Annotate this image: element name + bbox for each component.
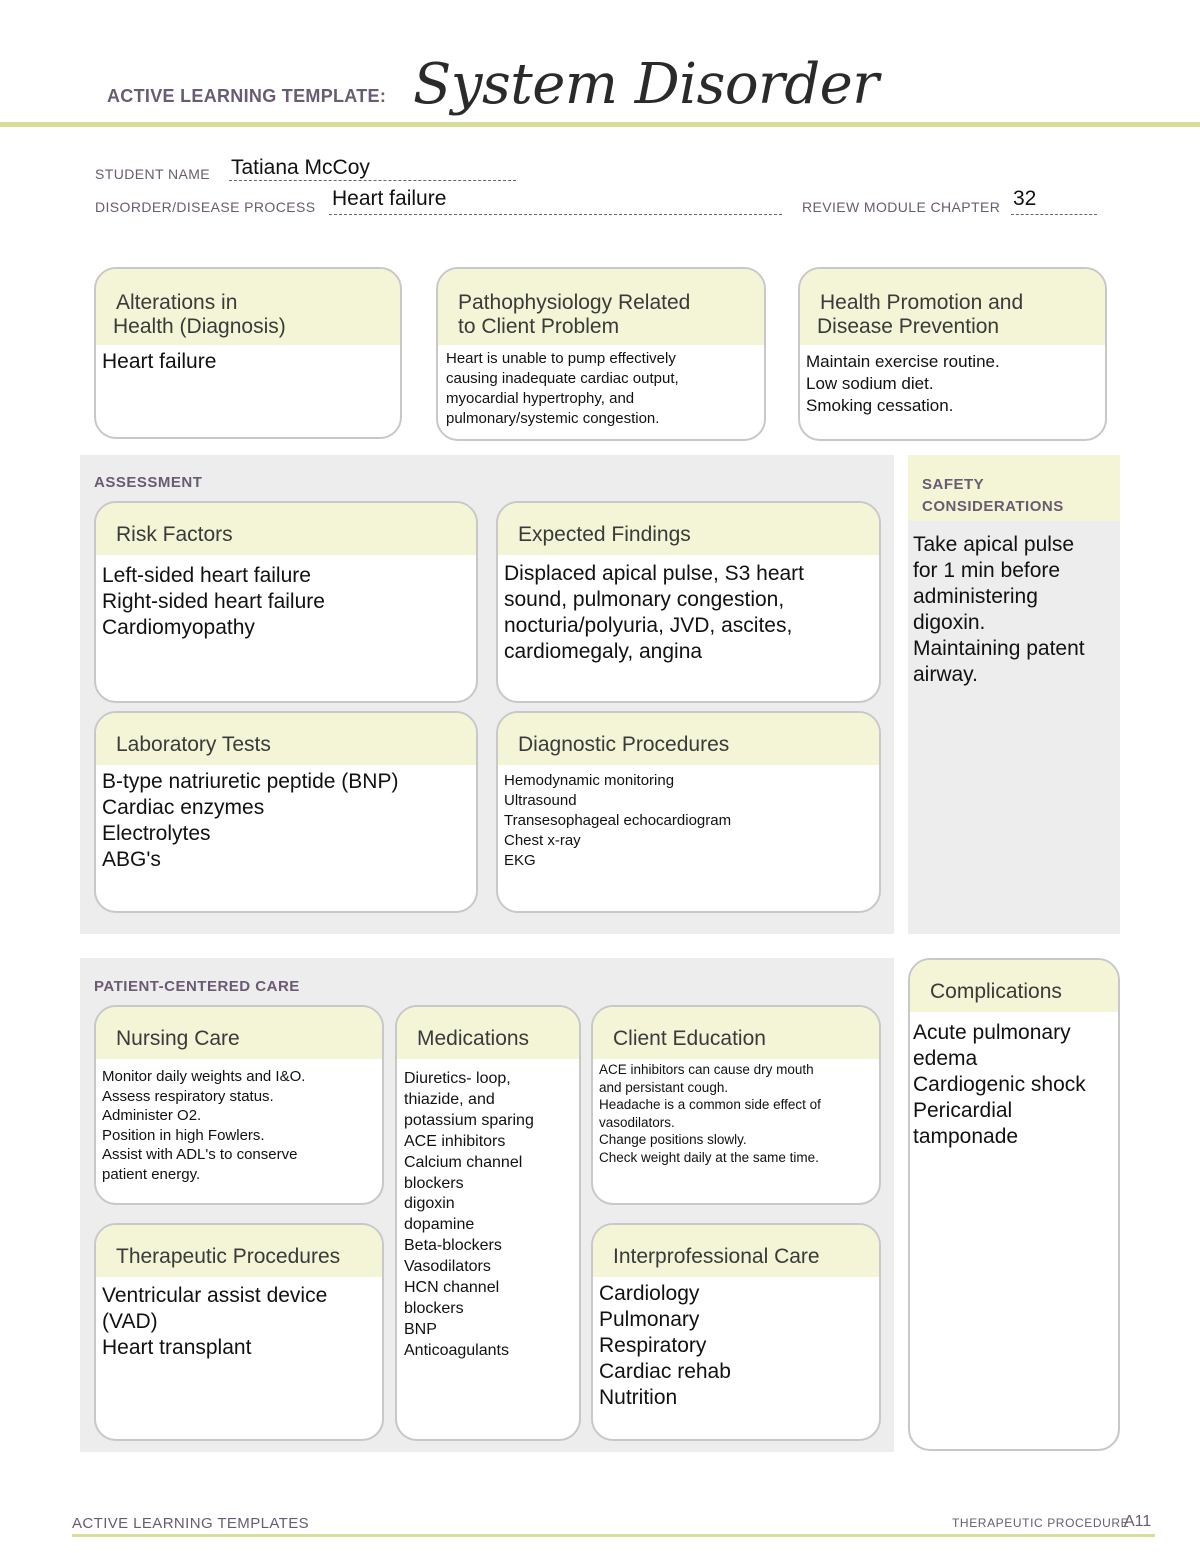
- risk-factor-item: Cardiomyopathy: [102, 616, 255, 639]
- footer-right-label: THERAPEUTIC PROCEDURE: [952, 1516, 1130, 1530]
- pathophysiology-title-line1: Pathophysiology Related: [458, 291, 691, 314]
- disorder-label: DISORDER/DISEASE PROCESS: [95, 199, 316, 215]
- medication-item: Anticoagulants: [404, 1341, 509, 1359]
- expected-findings-body: [498, 555, 879, 669]
- medication-item: Diuretics- loop,: [404, 1070, 511, 1087]
- nursing-care-body: [96, 1059, 382, 1188]
- diagnostic-item: Chest x-ray: [504, 832, 581, 849]
- nursing-care-item: patient energy.: [102, 1165, 201, 1183]
- medications-box: [395, 1005, 581, 1441]
- interprofessional-care-body: [593, 1277, 879, 1415]
- footer-left-label: ACTIVE LEARNING TEMPLATES: [72, 1515, 309, 1532]
- complications-header: Complications: [910, 960, 1118, 1012]
- pathophysiology-line: myocardial hypertrophy, and: [446, 390, 635, 407]
- risk-factor-item: Left-sided heart failure: [102, 564, 311, 587]
- therapeutic-item: Ventricular assist device: [102, 1284, 328, 1307]
- medication-item: potassium sparing: [404, 1111, 534, 1129]
- risk-factor-item: Right-sided heart failure: [102, 590, 325, 613]
- disorder-field[interactable]: [329, 187, 782, 215]
- diagnostic-procedures-box: [496, 711, 881, 913]
- nursing-care-header: Nursing Care: [96, 1007, 382, 1059]
- nursing-care-item: Administer O2.: [102, 1107, 202, 1124]
- interprofessional-item: Nutrition: [599, 1386, 678, 1409]
- page-number: A11: [1124, 1513, 1152, 1530]
- medication-item: blockers: [404, 1174, 464, 1192]
- laboratory-tests-box: [94, 711, 478, 913]
- complication-item: Cardiogenic shock: [913, 1073, 1086, 1096]
- assessment-label: ASSESSMENT: [94, 474, 203, 491]
- header-divider: [0, 122, 1200, 127]
- nursing-care-item: Position in high Fowlers.: [102, 1126, 265, 1144]
- health-promotion-line: Smoking cessation.: [806, 396, 954, 415]
- medications-header: Medications: [397, 1007, 579, 1059]
- therapeutic-procedures-body: [96, 1277, 382, 1365]
- pathophysiology-header: [438, 269, 764, 345]
- medication-item: blockers: [404, 1299, 464, 1317]
- safety-item: for 1 min before: [913, 559, 1061, 582]
- client-education-item: ACE inhibitors can cause dry mouth: [599, 1062, 814, 1077]
- health-promotion-box: [798, 267, 1107, 441]
- safety-item: Take apical pulse: [913, 533, 1075, 556]
- expected-findings-header: Expected Findings: [498, 503, 879, 555]
- expected-findings-box: [496, 501, 881, 703]
- nursing-care-box: [94, 1005, 384, 1205]
- pathophysiology-title-line2: to Client Problem: [458, 315, 620, 338]
- client-education-item: Change positions slowly.: [599, 1132, 747, 1147]
- pathophysiology-box: [436, 267, 766, 441]
- safety-label-line2: CONSIDERATIONS: [922, 498, 1064, 515]
- client-education-body: [593, 1059, 879, 1170]
- safety-item: digoxin.: [913, 611, 986, 634]
- chapter-field[interactable]: [1011, 187, 1097, 215]
- complication-item: edema: [913, 1047, 978, 1070]
- diagnostic-item: Ultrasound: [504, 792, 577, 809]
- risk-factors-box: [94, 501, 478, 703]
- client-education-item: Check weight daily at the same time.: [599, 1149, 819, 1165]
- complications-body: [910, 1012, 1118, 1154]
- health-promotion-header: [800, 269, 1105, 345]
- expected-finding-item: sound, pulmonary congestion,: [504, 588, 785, 611]
- nursing-care-item: Monitor daily weights and I&O.: [102, 1068, 306, 1085]
- client-education-item: vasodilators.: [599, 1114, 675, 1130]
- diagnostic-procedures-body: [498, 765, 879, 875]
- laboratory-tests-header: Laboratory Tests: [96, 713, 476, 765]
- diagnostic-item: Transesophageal echocardiogram: [504, 812, 732, 829]
- complication-item: tamponade: [913, 1125, 1019, 1148]
- client-education-box: [591, 1005, 881, 1205]
- safety-item: airway.: [913, 663, 978, 686]
- diagnostic-procedures-header: Diagnostic Procedures: [498, 713, 879, 765]
- diagnostic-item: Hemodynamic monitoring: [504, 772, 675, 789]
- medication-item: digoxin: [404, 1195, 455, 1213]
- alterations-header: [96, 269, 400, 345]
- interprofessional-care-header: Interprofessional Care: [593, 1225, 879, 1277]
- alterations-title-line2: Health (Diagnosis): [113, 315, 286, 338]
- alterations-box: [94, 267, 402, 439]
- pathophysiology-line: Heart is unable to pump effectively: [446, 350, 676, 367]
- interprofessional-item: Cardiology: [599, 1282, 700, 1305]
- interprofessional-care-box: [591, 1223, 881, 1441]
- lab-test-item: Cardiac enzymes: [102, 796, 265, 819]
- pathophysiology-line: pulmonary/systemic congestion.: [446, 410, 660, 427]
- interprofessional-item: Cardiac rehab: [599, 1360, 731, 1383]
- medication-item: ACE inhibitors: [404, 1132, 506, 1150]
- medication-item: thiazide, and: [404, 1090, 495, 1108]
- medication-item: BNP: [404, 1320, 437, 1338]
- health-promotion-title-line1: Health Promotion and: [820, 291, 1024, 314]
- health-promotion-line: Maintain exercise routine.: [806, 352, 1000, 371]
- student-name-label: STUDENT NAME: [95, 166, 210, 182]
- complications-box: [908, 958, 1120, 1451]
- patient-care-label: PATIENT-CENTERED CARE: [94, 978, 300, 995]
- lab-test-item: Electrolytes: [102, 822, 211, 845]
- expected-finding-item: cardiomegaly, angina: [504, 640, 703, 663]
- safety-body: [913, 532, 1085, 688]
- complication-item: Acute pulmonary: [913, 1021, 1071, 1044]
- page-title: System Disorder: [413, 52, 879, 117]
- footer-divider: [72, 1534, 1155, 1537]
- health-promotion-line: Low sodium diet.: [806, 374, 934, 393]
- client-education-item: and persistant cough.: [599, 1079, 729, 1095]
- safety-section: [908, 455, 1120, 934]
- therapeutic-procedures-box: [94, 1223, 384, 1441]
- safety-label-line1: SAFETY: [922, 476, 985, 493]
- medication-item: Vasodilators: [404, 1258, 491, 1276]
- student-name-value: Tatiana McCoy: [231, 156, 370, 179]
- safety-label: [922, 474, 1064, 518]
- chapter-value: 32: [1013, 187, 1037, 210]
- lab-test-item: ABG's: [102, 848, 161, 871]
- medications-body: [397, 1059, 579, 1366]
- health-promotion-title-line2: Disease Prevention: [817, 315, 1000, 338]
- diagnostic-item: EKG: [504, 852, 536, 869]
- risk-factors-body: [96, 555, 476, 645]
- risk-factors-header: Risk Factors: [96, 503, 476, 555]
- disorder-value: Heart failure: [332, 187, 447, 210]
- lab-test-item: B-type natriuretic peptide (BNP): [102, 770, 399, 793]
- interprofessional-item: Respiratory: [599, 1334, 707, 1357]
- pathophysiology-line: causing inadequate cardiac output,: [446, 370, 679, 387]
- student-name-field[interactable]: [229, 156, 516, 181]
- alterations-title-line1: Alterations in: [116, 291, 238, 314]
- medication-item: Calcium channel: [404, 1153, 523, 1171]
- safety-item: administering: [913, 585, 1038, 608]
- therapeutic-procedures-header: Therapeutic Procedures: [96, 1225, 382, 1277]
- interprofessional-item: Pulmonary: [599, 1308, 700, 1331]
- therapeutic-item: Heart transplant: [102, 1336, 252, 1359]
- safety-item: Maintaining patent: [913, 637, 1085, 660]
- pathophysiology-body: [438, 345, 764, 433]
- medication-item: HCN channel: [404, 1279, 500, 1297]
- template-label: ACTIVE LEARNING TEMPLATE:: [107, 86, 387, 106]
- alterations-body: Heart failure: [102, 350, 217, 373]
- medication-item: Beta-blockers: [404, 1237, 502, 1255]
- client-education-item: Headache is a common side effect of: [599, 1097, 821, 1112]
- laboratory-tests-body: [96, 765, 476, 877]
- nursing-care-item: Assist with ADL's to conserve: [102, 1146, 298, 1163]
- expected-finding-item: Displaced apical pulse, S3 heart: [504, 562, 805, 585]
- nursing-care-item: Assess respiratory status.: [102, 1087, 274, 1105]
- health-promotion-body: [800, 345, 1105, 421]
- therapeutic-item: (VAD): [102, 1310, 158, 1333]
- client-education-header: Client Education: [593, 1007, 879, 1059]
- expected-finding-item: nocturia/polyuria, JVD, ascites,: [504, 614, 793, 637]
- medication-item: dopamine: [404, 1216, 475, 1234]
- chapter-label: REVIEW MODULE CHAPTER: [802, 199, 1001, 215]
- complication-item: Pericardial: [913, 1099, 1013, 1122]
